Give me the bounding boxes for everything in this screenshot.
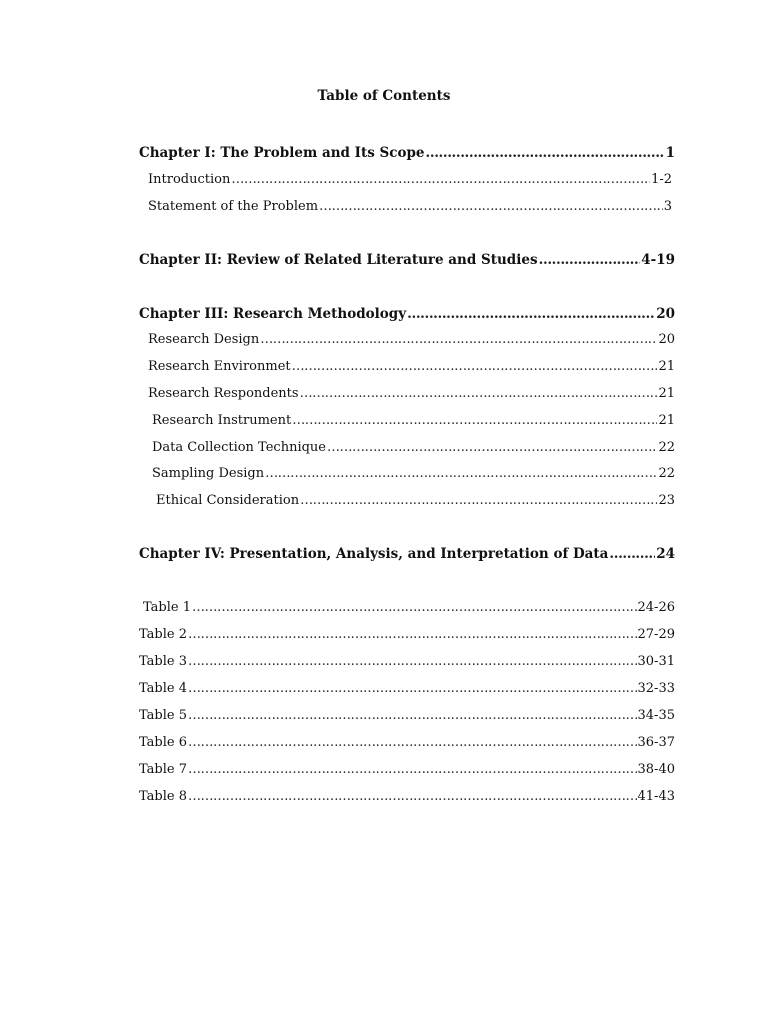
dot-leader <box>192 598 637 618</box>
dot-leader <box>327 438 657 458</box>
toc-entry-page: 3 <box>663 199 672 214</box>
toc-entry-table-6 <box>139 733 675 753</box>
toc-entry-page: 36-37 <box>637 735 675 750</box>
toc-entry-label: Introduction <box>148 172 231 187</box>
toc-entry-research-environment <box>148 357 675 377</box>
toc-entry-page: 21 <box>658 413 675 428</box>
dot-leader <box>188 679 637 699</box>
dot-leader <box>319 197 663 217</box>
toc-entry-label: Research Environmet <box>148 359 291 374</box>
dot-leader <box>260 330 657 350</box>
toc-entry-page: 21 <box>658 386 675 401</box>
toc-entry-table-1 <box>143 598 675 618</box>
toc-entry-label: Sampling Design <box>152 466 265 481</box>
toc-entry-label: Chapter IV: Presentation, Analysis, and Interpretation of Data <box>139 546 609 562</box>
toc-entry-label: Table 8 <box>139 789 187 804</box>
toc-entry-statement-of-problem <box>148 197 672 217</box>
toc-entry-label: Research Instrument <box>152 413 292 428</box>
dot-leader <box>426 143 665 163</box>
toc-entry-label: Chapter II: Review of Related Literature and Studies <box>139 252 538 268</box>
toc-entry-chapter-4 <box>139 544 675 564</box>
toc-entry-page: 22 <box>658 466 675 481</box>
dot-leader <box>300 384 658 404</box>
toc-entry-table-5 <box>139 706 675 726</box>
toc-entry-page: 20 <box>658 332 675 347</box>
dot-leader <box>300 491 657 511</box>
toc-entry-data-collection <box>152 438 675 458</box>
dot-leader <box>292 357 658 377</box>
toc-entry-research-design <box>148 330 675 350</box>
toc-entry-label: Table 6 <box>139 735 187 750</box>
toc-entry-label: Data Collection Technique <box>152 440 326 455</box>
toc-entry-page: 30-31 <box>637 654 675 669</box>
toc-entry-table-7 <box>139 760 675 780</box>
toc-entry-table-8 <box>139 787 675 807</box>
toc-entry-ethical-consideration <box>156 491 675 511</box>
toc-entry-label: Chapter I: The Problem and Its Scope <box>139 145 425 161</box>
toc-entry-research-respondents <box>148 384 675 404</box>
toc-entry-label: Ethical Consideration <box>156 493 300 508</box>
dot-leader <box>188 652 637 672</box>
toc-entry-page: 24-26 <box>637 600 675 615</box>
toc-entry-label: Table 2 <box>139 627 187 642</box>
toc-entry-label: Research Design <box>148 332 260 347</box>
toc-entry-page: 1-2 <box>651 172 672 187</box>
dot-leader <box>188 625 637 645</box>
toc-entry-page: 22 <box>658 440 675 455</box>
toc-title: Table of Contents <box>317 88 451 104</box>
dot-leader <box>292 411 657 431</box>
toc-entry-page: 38-40 <box>637 762 675 777</box>
toc-entry-page: 27-29 <box>637 627 675 642</box>
toc-entry-page: 41-43 <box>637 789 675 804</box>
toc-entry-label: Table 1 <box>143 600 191 615</box>
toc-entry-page: 23 <box>658 493 675 508</box>
toc-entry-introduction <box>148 170 672 190</box>
toc-entry-table-3 <box>139 652 675 672</box>
toc-entry-page: 21 <box>658 359 675 374</box>
dot-leader <box>609 544 655 564</box>
toc-entry-page: 24 <box>656 546 675 562</box>
toc-entry-label: Chapter III: Research Methodology <box>139 306 407 322</box>
toc-entry-page: 20 <box>656 306 675 322</box>
toc-entry-label: Table 3 <box>139 654 187 669</box>
dot-leader <box>539 250 641 270</box>
toc-entry-research-instrument <box>152 411 675 431</box>
toc-entry-label: Research Respondents <box>148 386 299 401</box>
toc-entry-chapter-2 <box>139 250 675 270</box>
toc-entry-page: 32-33 <box>637 681 675 696</box>
toc-entry-label: Table 4 <box>139 681 187 696</box>
dot-leader <box>265 464 657 484</box>
toc-entry-sampling-design <box>152 464 675 484</box>
toc-entry-table-2 <box>139 625 675 645</box>
dot-leader <box>231 170 650 190</box>
toc-entry-label: Statement of the Problem <box>148 199 319 214</box>
toc-entry-label: Table 5 <box>139 708 187 723</box>
dot-leader <box>188 733 637 753</box>
toc-entry-page: 4-19 <box>641 252 675 268</box>
toc-entry-table-4 <box>139 679 675 699</box>
dot-leader <box>188 706 637 726</box>
toc-entry-page: 34-35 <box>637 708 675 723</box>
toc-entry-label: Table 7 <box>139 762 187 777</box>
toc-entry-page: 1 <box>665 145 675 161</box>
dot-leader <box>188 760 637 780</box>
toc-entry-chapter-1 <box>139 143 675 163</box>
dot-leader <box>407 304 655 324</box>
dot-leader <box>188 787 637 807</box>
toc-entry-chapter-3 <box>139 304 675 324</box>
